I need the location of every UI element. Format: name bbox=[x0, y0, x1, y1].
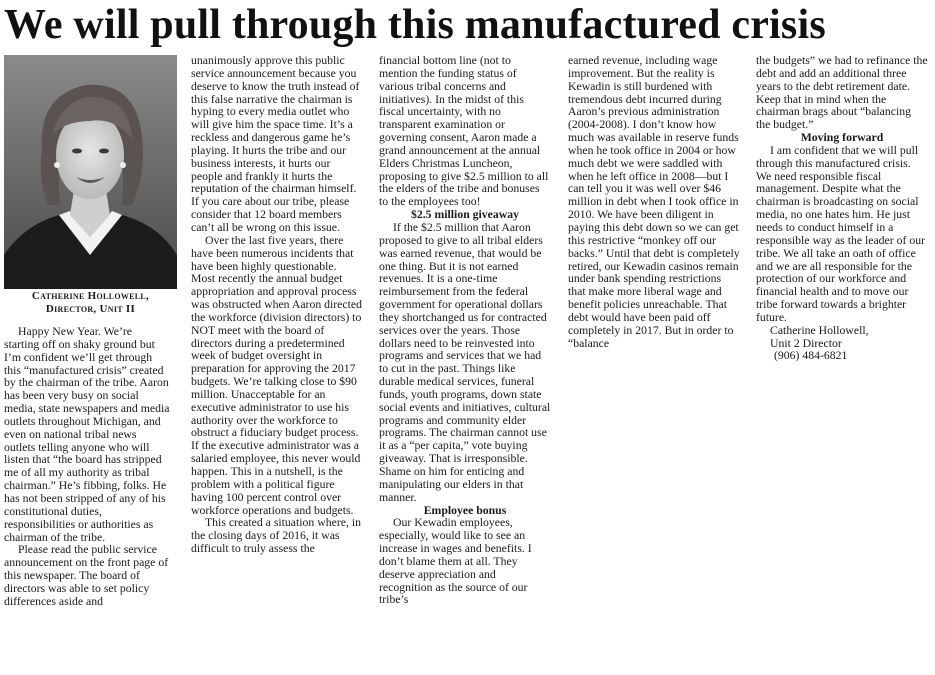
column-1 bbox=[4, 326, 170, 609]
paragraph: financial bottom line (not to mention the funding status of various tribal concerns and initiatives). In the midst of this fiscal uncertainty, with no transparent examination or governing consent, Aaron made a grand announcement at the annual Elders Christmas Luncheon, proposing to give $2.5 million to all the elders of the tribe and bonuses to the employees too! bbox=[379, 54, 549, 209]
column-5 bbox=[756, 55, 928, 363]
column-3 bbox=[379, 55, 551, 607]
paragraph: Please read the public service announcement on the front page of this newspaper. The board of directors was able to set policy differences aside and bbox=[4, 543, 169, 608]
headline: We will pull through this manufactured crisis bbox=[4, 2, 826, 48]
signature-name: Catherine Hollowell, bbox=[770, 323, 869, 337]
paragraph: earned revenue, including wage improvement. But the reality is Kewadin is still burdened with tremendous debt incurred during Aaron’s previous administration (2004-2008). I don’t know how much was available in reserve funds when he took office in 2004 or how much debt we were saddled with when he left office in 2008—but I can tell you it was well over $46 million in debt when I took office in 2010. We have been diligent in paying this debt down so we can get this restrictive “monkey off our backs.” Until that debt is completely retired, our Kewadin casinos remain under bank spending restrictions that make more liberal wage and benefit policies unreachable. That debt would have been paid off completely in 2017. But in order to “balance bbox=[568, 54, 740, 350]
author-photo bbox=[4, 55, 177, 289]
paragraph: the budgets” we had to refinance the debt and add an additional three years to the debt retirement date. Keep that in mind when the chairman brags about “balancing the budget.” bbox=[756, 54, 928, 132]
subhead-moving-forward: Moving forward bbox=[800, 131, 884, 145]
paragraph: I am confident that we will pull through this manufactured crisis. We need responsible fiscal management. Despite what the chairman is broadcasting on social media, no one hates him. He just needs to conduct himself in a responsible way as the leader of our tribe. We all take an oath of office and we are all responsible for the protection of our workforce and financial health and to move our tribe forward towards a brighter future. bbox=[756, 143, 926, 324]
paragraph: If the $2.5 million that Aaron proposed to give to all tribal elders was earned revenue, that would be one thing. But it is not earned revenues. It is a one-time reimbursement from the federal government for operational dollars they shortchanged us for contracted services over the years. Those dollars need to be reinvested into programs and services that we had to cut in the past. Things like durable medical services, funeral funds, youth programs, down state social events and initiatives, cultural programs and community elder programs. The chairman cannot use it as a “per capita,” vote buying giveaway. That is irresponsible. Shame on him for enticing and manipulating our elders in that manner. bbox=[379, 220, 551, 504]
portrait-image bbox=[4, 55, 177, 289]
signature-title: Unit 2 Director bbox=[770, 336, 842, 350]
signature-phone: (906) 484-6821 bbox=[774, 349, 848, 363]
column-4 bbox=[568, 55, 740, 350]
subhead-giveaway: $2.5 million giveaway bbox=[410, 208, 520, 222]
photo-caption bbox=[4, 290, 177, 316]
paragraph: Happy New Year. We’re starting off on shaky ground but I’m confident we’ll get through this “manufactured crisis” created by the chairman of the tribe. Aaron has been very busy on social media, state newspapers and media outlets throughout Michigan, and even on national tribal news outlets telling anyone who will listen that “the board has stripped me of all my authority as tribal chairman.” He’s fibbing, folks. He has not been stripped of any of his constitutional duties, responsibilities or authorities as chairman of the tribe. bbox=[4, 325, 170, 544]
caption-title: Director, Unit II bbox=[45, 303, 136, 315]
paragraph: Over the last five years, there have been numerous incidents that have been highly questionable. Most recently the annual budget appropriation and approval process was obstructed when Aaron directed the workforce (division directors) to NOT meet with the board of directors during a predetermined week of budget oversight in preparation for approving the 2017 budgets. We’re talking close to $90 million. Unacceptable for an executive administrator to use his authority over the workforce to obstruct a fiduciary budget process. If the executive administrator was a salaried employee, this never would happen. This in a nutshell, is the problem with a political figure having 100 percent control over workforce operations and budgets. bbox=[191, 233, 362, 517]
paragraph: Our Kewadin employees, especially, would like to see an increase in wages and benefits. I don’t blame them at all. They deserve appreciation and recognition as the source of our tribe’s bbox=[379, 516, 532, 607]
subhead-employee-bonus: Employee bonus bbox=[423, 503, 507, 517]
caption-name: Catherine Hollowell, bbox=[31, 290, 150, 302]
paragraph: This created a situation where, in the closing days of 2016, it was difficult to truly assess the bbox=[191, 516, 361, 556]
paragraph: unanimously approve this public service announcement because you deserve to know the truth instead of this false narrative the chairman is hyping to every media outlet who will give him the space time. It’s a reckless and dangerous game he’s playing. It hurts the tribe and our business interests, it hurts our people and frankly it hurts the reputation of the chairman himself. If you care about our tribe, please consider that 12 board members can’t all be wrong on this issue. bbox=[191, 54, 360, 234]
column-2 bbox=[191, 55, 363, 556]
